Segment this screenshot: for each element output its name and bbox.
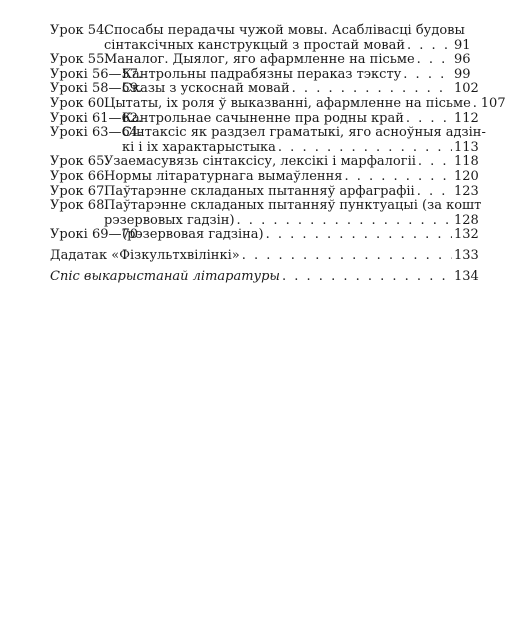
toc-entry-lesson-67 [50,183,479,200]
lesson-title: Паўтарэнне складаных пытанняў пунктуацыі (за кошт [104,198,482,214]
dot-leader [344,170,452,185]
page-number: 120 [454,168,479,184]
toc-entry-lesson-65 [50,154,479,170]
page-number: 132 [454,227,479,243]
lesson-number: Урокі 61—62. [50,110,143,126]
lesson-title: Нормы літаратурнага вымаўлення [104,168,343,184]
lesson-number: Урок 67. [50,183,109,199]
page-number: 123 [454,183,479,199]
page-number: 99 [454,66,471,82]
lesson-title-cont: кі і іх характарыстыка [122,139,276,155]
dot-leader [278,141,452,156]
lesson-title: Маналог. Дыялог, яго афармленне на пісьме [104,52,415,68]
dot-leader [417,53,452,68]
toc-entry-bibliography [50,268,479,285]
dot-leader [407,39,452,54]
lesson-title: Паўтарэнне складаных пытанняў арфаграфіі [104,183,415,199]
lesson-title-cont: рэзервовых гадзін) [104,212,235,228]
toc-entry-lesson-60 [50,95,506,112]
dot-leader [403,68,452,83]
toc-entry-lesson-55 [50,53,470,68]
lesson-title-cont: сінтаксічных канструкцый з простай мовай [104,37,406,53]
lesson-number: Урокі 58—59. [50,81,143,97]
lesson-number: Урок 54. [50,23,109,38]
lesson-number: Урокі 63—64. [50,125,143,141]
lesson-title: Спосабы перадачы чужой мовы. Асаблівасці будовы [104,23,465,38]
page-number: 102 [454,81,479,97]
toc-entry-lessons-69-70 [50,227,479,243]
lesson-title: Узаемасувязь сінтаксісу, лексікі і марфалогіі [104,154,416,170]
page-number: 96 [454,52,471,68]
bibliography-title: Спіс выкарыстанай літаратуры [50,268,281,284]
lesson-title: (рэзервовая гадзіна) [122,227,264,243]
page-number: 128 [454,212,479,228]
lesson-title: Сінтаксіс як раздзел граматыкі, яго асноўныя адзін- [122,125,486,141]
dot-leader [242,249,452,264]
appendix-title: Дадатак «Фізкультхвілінкі» [50,247,240,263]
page-number: 112 [454,110,479,126]
page-number: 134 [454,268,479,284]
lesson-number: Урок 60. [50,95,109,111]
dot-leader [266,228,452,243]
dot-leader [418,155,452,170]
page-number: 91 [454,37,471,53]
lesson-number: Урокі 69—70 [50,227,139,243]
lesson-number: Урок 55. [50,52,109,68]
dot-leader [282,270,452,285]
toc-entry-lesson-66 [50,168,479,185]
lesson-number: Урок 66. [50,168,109,184]
toc-entry-appendix [50,247,479,264]
dot-leader [417,185,452,200]
lesson-number: Урок 65. [50,154,109,170]
lesson-title: Кантрольны падрабязны пераказ тэксту [122,66,402,82]
dot-leader [473,97,479,112]
page-number: 107 [480,95,506,111]
lesson-title: Кантрольнае сачыненне пра родны край [122,110,404,126]
lesson-number: Урок 68. [50,198,109,214]
dot-leader [406,112,452,127]
lesson-number: Урокі 56—57. [50,66,143,82]
dot-leader [237,214,452,229]
dot-leader [292,82,452,97]
page-number: 118 [454,154,479,170]
toc-entry-lessons-58-59 [50,81,479,97]
lesson-title: Цытаты, іх роля ў выказванні, афармленне на пісьме [104,95,471,111]
toc-entry-lesson-54 [50,24,470,53]
toc-entry-lessons-61-62 [50,110,479,127]
toc-entry-lessons-56-57 [50,68,470,83]
toc-entry-lesson-68 [50,198,482,228]
table-of-contents [50,23,506,284]
toc-entry-lessons-63-64 [50,125,486,155]
page-number: 133 [454,247,479,263]
lesson-title: Сказы з ускоснай мовай [122,81,290,97]
page-number: 113 [454,139,479,155]
